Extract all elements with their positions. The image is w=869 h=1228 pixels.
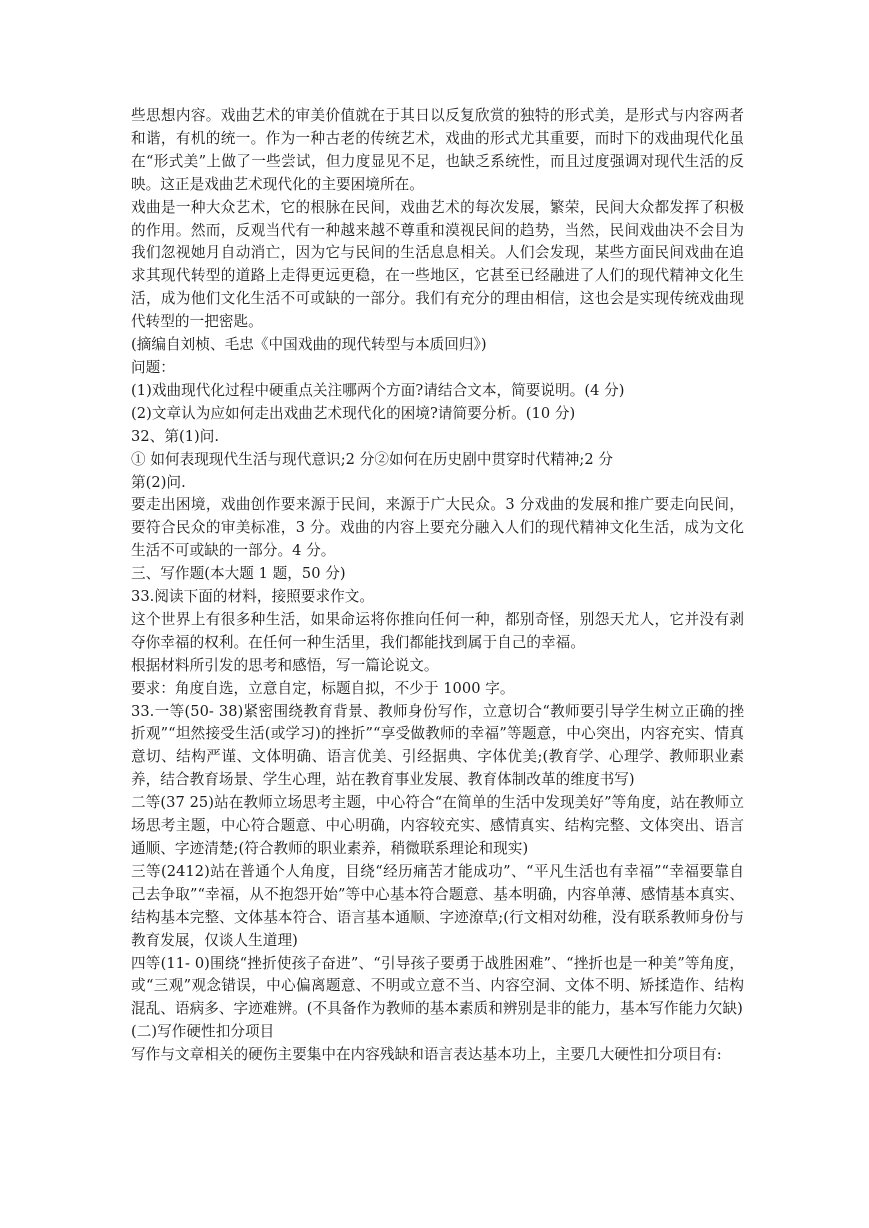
writing-requirements: 要求：角度自选，立意自定，标题自拟，不少于 1000 字。: [131, 679, 515, 697]
questions-heading: 问题：: [131, 358, 175, 376]
writing-material: 这个世界上有很多种生活，如果命运将你推向任何一种，都别奇怪，别怨天尤人，它并没有剥夺你幸福的权利。在任何一种生活里，我们都能找到属于自己的幸福。: [131, 610, 744, 651]
source-citation: (摘编自刘桢、毛忠《中国戏曲的现代转型与本质回归》): [131, 336, 487, 354]
answer-32-part1: ① 如何表现现代生活与现代意识;2 分②如何在历史剧中贯穿时代精神;2 分: [131, 450, 613, 468]
grade-fourth: 四等(11- 0)围绕“挫折使孩子奋进”、“引导孩子要勇于战胜困难”、“挫折也是一种美”等角度，或“三观”观念错误，中心偏离题意、不明或立意不当、内容空洞、文体不明、矫揉造作、结构混乱、语病多、字迹难辨。(不具备作为教师的基本素质和辨别是非的能力，基本写作能力欠缺): [131, 954, 744, 1018]
question-2: (2)文章认为应如何走出戏曲艺术现代化的困境?请简要分析。(10 分): [131, 404, 576, 422]
answer-32-part2: 要走出困境，戏曲创作要来源于民间，来源于广大民众。3 分戏曲的发展和推广要走向民间，要符合民众的审美标准，3 分。戏曲的内容上要充分融入人们的现代精神文化生活，成为文化生活不可或缺的一部分。4 分。: [131, 496, 744, 560]
deduction-heading: (二)写作硬性扣分项目: [131, 1023, 275, 1041]
question-1: (1)戏曲现代化过程中硬重点关注哪两个方面?请结合文本，简要说明。(4 分): [131, 381, 625, 399]
grade-second: 二等(37 25)站在教师立场思考主题，中心符合“在简单的生活中发现美好”等角度，站在教师立场思考主题，中心符合题意、中心明确，内容较充实、感情真实、结构完整、文体突出、语言通顺、字迹清楚;(符合教师的职业素养，稍微联系理论和现实): [131, 794, 744, 857]
grade-third: 三等(2412)站在普通个人角度，目绕“经历痛苦才能成功”、“平凡生活也有幸福”“幸福要靠自己去争取”“幸福，从不抱怨开始”等中心基本符合题意、基本明确，内容单薄、感情基本真实、结构基本完整、文体基本符合、语言基本通顺、字迹潦草;(行文相对幼稚，没有联系教师身份与教育发展，仅谈人生道理): [131, 862, 744, 949]
grade-first: 33.一等(50- 38)紧密围绕教育背景、教师身份写作，立意切合“教师要引导学生树立正确的挫折观”“坦然接受生活(或学习)的挫折”“享受做教师的幸福”等题意，中心突出，内容充实、情真意切、结构严谨、文体明确、语言优美、引经据典、字体优美;(教育学、心理学、教师职业素养，结合教育场景、学生心理，站在教育事业发展、教育体制改革的维度书写): [131, 702, 744, 789]
document-body: [131, 105, 744, 1067]
question-33-instruction: 33.阅读下面的材料，接照要求作文。: [131, 588, 375, 606]
answer-32-part2-heading: 第(2)问.: [131, 473, 186, 491]
writing-task: 根据材料所引发的思考和感悟，写一篇论说文。: [131, 656, 439, 674]
paragraph-form-beauty: 些思想内容。戏曲艺术的审美价值就在于其日以反复欣赏的独特的形式美，是形式与内容两者和谐，有机的统一。作为一种古老的传统艺术，戏曲的形式尤其重要，而时下的戏曲現代化虽在“形式美”上做了一些尝试，但力度显见不足，也缺乏系统性，而且过度强调对现代生活的反映。这正是戏曲艺术现代化的主要困境所在。: [131, 107, 744, 193]
section-heading-writing: 三、写作题(本大题 1 题，50 分): [131, 565, 346, 583]
answer-32-part1-heading: 32、第(1)问.: [131, 427, 220, 445]
deduction-intro: 写作与文章相关的硬伤主要集中在内容残缺和语言表达基本功上，主要几大硬性扣分项目有:: [131, 1046, 722, 1064]
paragraph-folk-roots: 戏曲是一种大众艺术，它的根脉在民间，戏曲艺术的每次发展，繁荣，民间大众都发挥了积极的作用。然而，反观当代有一种越来越不尊重和漠视民间的趋势，当然，民间戏曲决不会目为我们忽视她月自动消亡，因为它与民间的生活息息相关。人们会发现，某些方面民间戏曲在追求其现代转型的道路上走得更远更稳，在一些地区，它甚至已经融进了人们的现代精神文化生活，成为他们文化生活不可或缺的一部分。我们有充分的理由相信，这也会是实现传统戏曲现代转型的一把密匙。: [131, 198, 744, 331]
